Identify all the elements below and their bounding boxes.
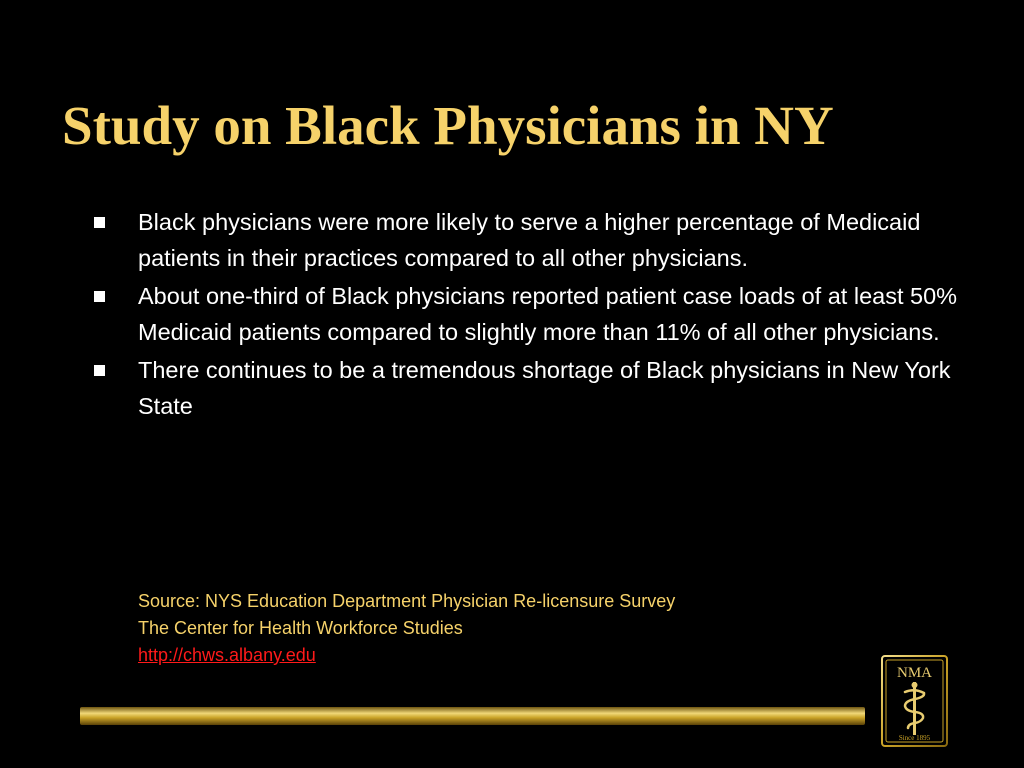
- source-organization: The Center for Health Workforce Studies: [138, 618, 463, 638]
- logo-title-text: NMA: [896, 665, 933, 681]
- square-bullet-icon: [94, 365, 105, 376]
- source-link[interactable]: http://chws.albany.edu: [138, 645, 316, 665]
- bullet-list: [90, 205, 990, 427]
- square-bullet-icon: [94, 217, 105, 228]
- bullet-text: Black physicians were more likely to serve a higher percentage of Medicaid patients in their practices compared to all other physicians.: [138, 209, 921, 271]
- logo-since-text: Since 1895: [898, 734, 931, 742]
- bullet-text: There continues to be a tremendous shortage of Black physicians in New York State: [138, 357, 951, 419]
- bullet-item: [90, 353, 990, 424]
- source-line: Source: NYS Education Department Physician Re-licensure Survey: [138, 591, 676, 611]
- square-bullet-icon: [94, 291, 105, 302]
- slide-title: Study on Black Physicians in NY: [62, 95, 834, 156]
- gold-divider-bar: [80, 707, 865, 725]
- source-citation: [138, 588, 675, 669]
- bullet-item: [90, 205, 990, 276]
- bullet-text: About one-third of Black physicians reported patient case loads of at least 50% Medicaid patients compared to slightly more than 11% of all other physicians.: [138, 283, 958, 345]
- nma-logo-icon: [881, 655, 948, 747]
- bullet-item: [90, 279, 990, 350]
